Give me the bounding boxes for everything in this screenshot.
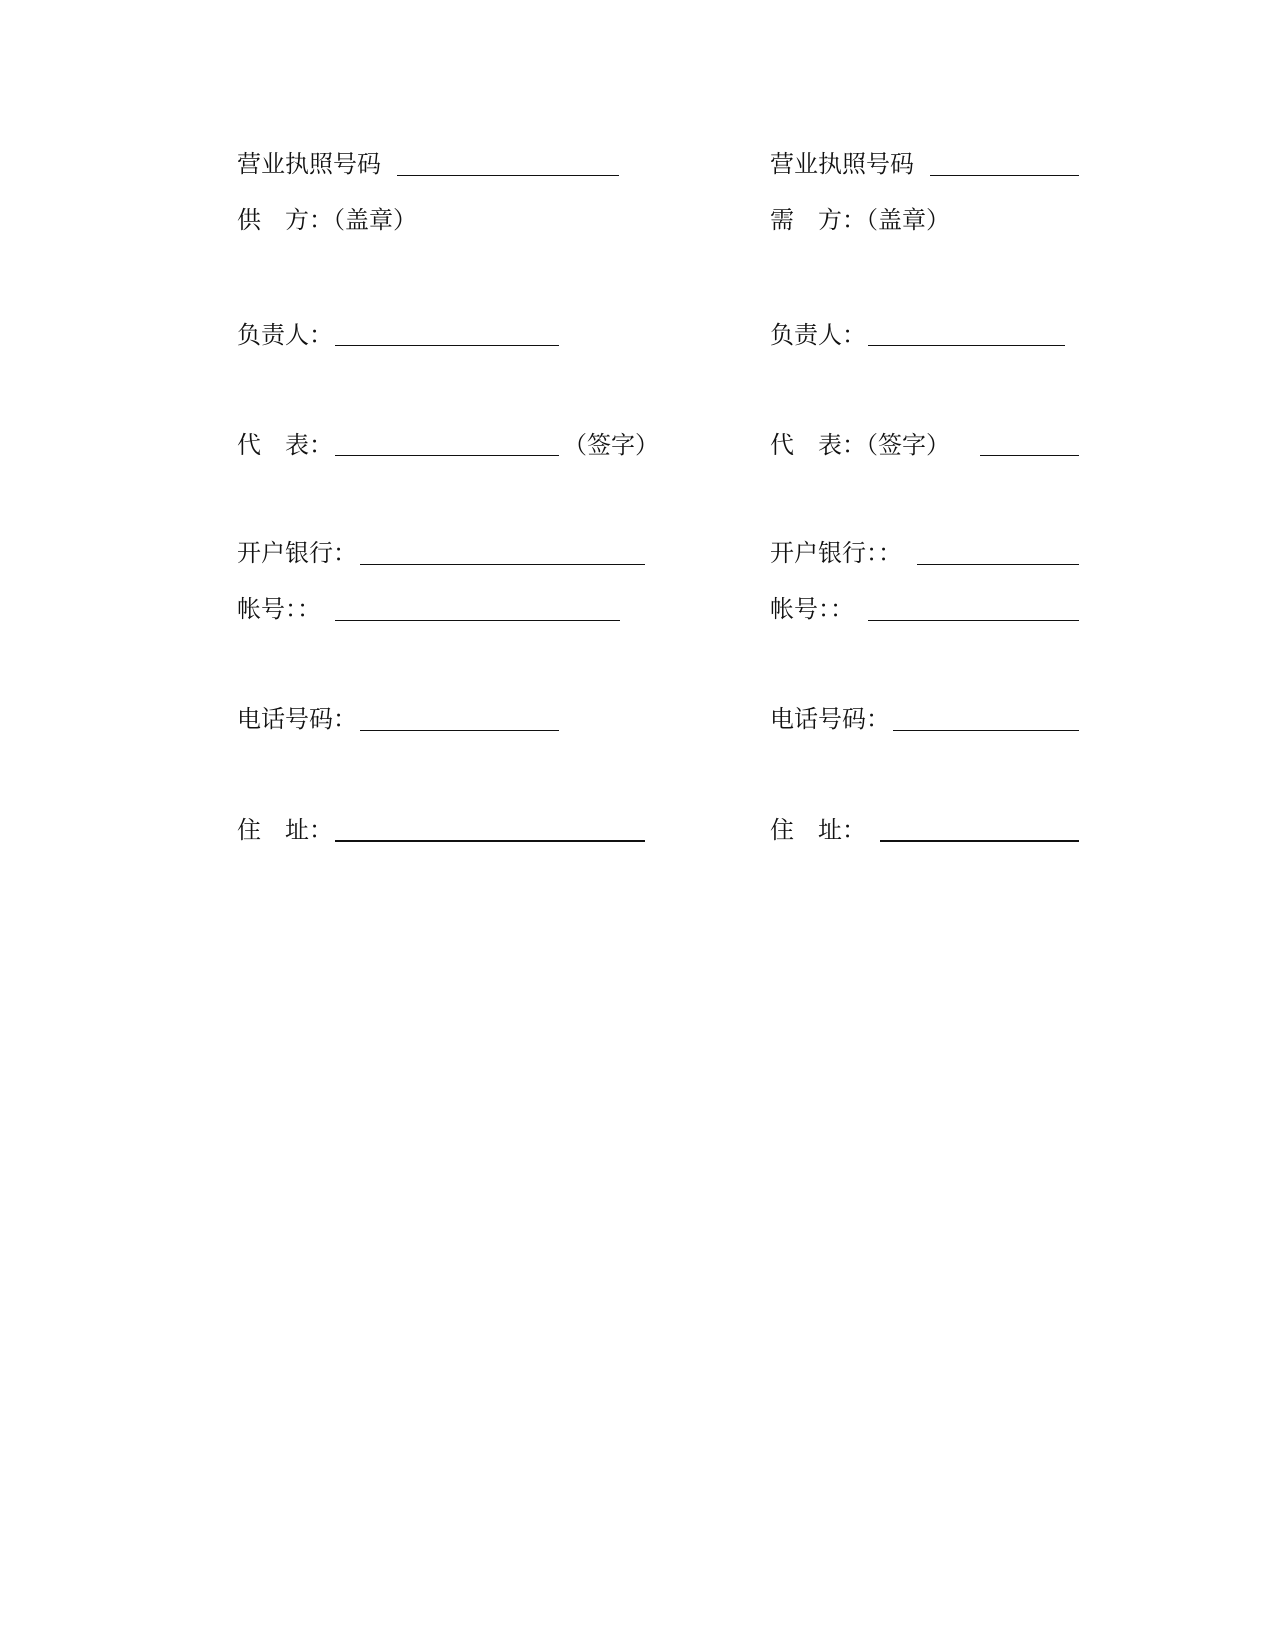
buyer-license-input-line[interactable] [930, 175, 1079, 176]
supplier-manager-label: 负责人： [237, 321, 333, 349]
supplier-account-label: 帐号：： [237, 595, 321, 623]
buyer-phone-input-line[interactable] [893, 730, 1079, 731]
supplier-rep-label: 代 表： [237, 431, 333, 459]
supplier-account-input-line[interactable] [335, 620, 620, 621]
supplier-address-label: 住 址： [237, 816, 333, 844]
buyer-account-input-line[interactable] [868, 620, 1079, 621]
supplier-rep-sign-label: （签字） [563, 431, 659, 459]
supplier-phone-label: 电话号码： [237, 705, 357, 733]
buyer-bank-input-line[interactable] [917, 564, 1079, 565]
supplier-party-label: 供 方：（盖章） [237, 206, 417, 234]
buyer-account-label: 帐号：： [770, 595, 854, 623]
buyer-address-input-line[interactable] [880, 840, 1079, 842]
buyer-rep-label: 代 表：（签字） [770, 431, 950, 459]
supplier-address-input-line[interactable] [335, 840, 645, 842]
supplier-bank-input-line[interactable] [360, 564, 645, 565]
buyer-phone-label: 电话号码： [770, 705, 890, 733]
buyer-manager-input-line[interactable] [868, 345, 1065, 346]
supplier-phone-input-line[interactable] [360, 730, 559, 731]
buyer-license-label: 营业执照号码 [770, 150, 914, 178]
buyer-bank-label: 开户银行：： [770, 539, 902, 567]
buyer-party-label: 需 方：（盖章） [770, 206, 950, 234]
buyer-rep-input-line[interactable] [980, 455, 1079, 456]
supplier-license-input-line[interactable] [397, 175, 619, 176]
supplier-rep-input-line[interactable] [335, 455, 559, 456]
supplier-bank-label: 开户银行： [237, 539, 357, 567]
buyer-manager-label: 负责人： [770, 321, 866, 349]
buyer-address-label: 住 址： [770, 816, 866, 844]
supplier-license-label: 营业执照号码 [237, 150, 381, 178]
supplier-manager-input-line[interactable] [335, 345, 559, 346]
